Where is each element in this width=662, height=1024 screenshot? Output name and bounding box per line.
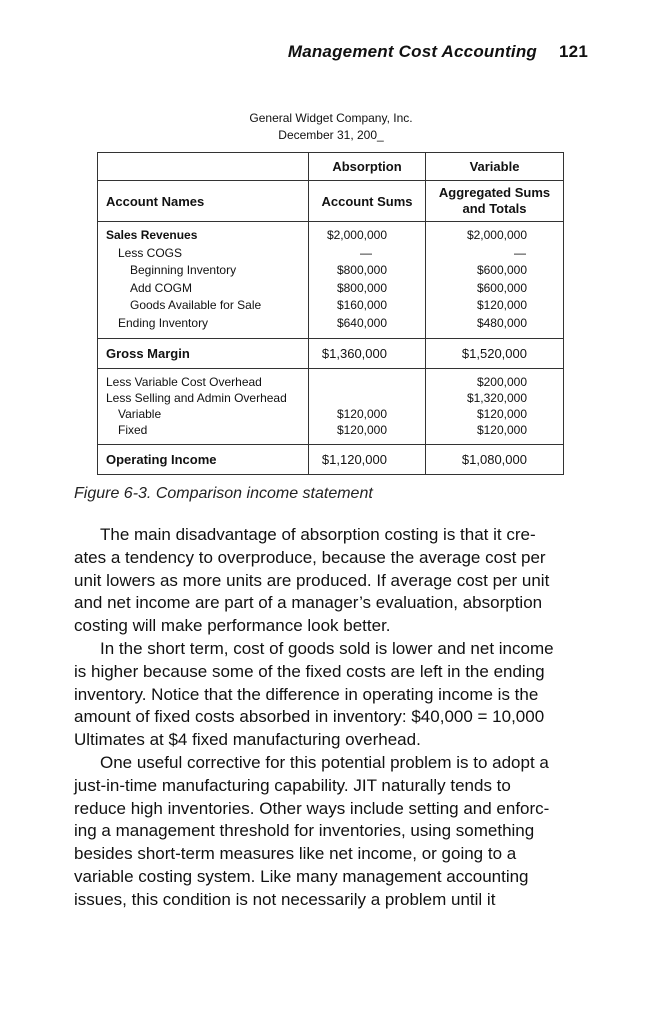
statement-heading [0, 110, 662, 144]
body-line: is higher because some of the fixed costs are left in the ending [74, 661, 545, 681]
table-cell-value: — [514, 245, 526, 260]
table-row-name: Variable [118, 407, 162, 421]
revenue-cogs-names [98, 222, 309, 339]
table-row-name: Fixed [118, 423, 148, 437]
body-line: inventory. Notice that the difference in operating income is the [74, 684, 539, 704]
table-cell-value: $120,000 [336, 407, 387, 421]
overhead-block [98, 369, 564, 445]
figure-caption: Figure 6-3. Comparison income statement [74, 485, 373, 502]
running-head [288, 42, 588, 62]
table-cell-value: $200,000 [476, 375, 527, 389]
table-column-header-row [98, 181, 564, 222]
body-line: amount of fixed costs absorbed in inventory: $40,000 = 10,000 [74, 707, 545, 727]
top-header-blank [98, 153, 309, 181]
table-cell-value: $600,000 [476, 280, 527, 295]
table-cell-value: $480,000 [476, 315, 527, 330]
body-line: variable costing system. Like many management accounting [74, 866, 529, 886]
table-cell-value: $1,320,000 [466, 391, 527, 405]
table-cell-value: — [360, 245, 372, 260]
table-cell-value: $800,000 [336, 280, 387, 295]
aggregated-sums-header-line-2: and Totals [462, 201, 527, 216]
gross-margin-variable: $1,520,000 [426, 339, 564, 369]
gross-margin-row [98, 339, 564, 369]
body-line: The main disadvantage of absorption costing is that it cre- [100, 525, 536, 544]
table-row-name: Less COGS [118, 245, 183, 260]
account-names-header: Account Names [98, 181, 309, 222]
body-line: reduce high inventories. Other ways include setting and enforc- [74, 798, 550, 818]
revenue-cogs-variable [426, 222, 564, 339]
table-row-name: Less Selling and Admin Overhead [106, 391, 287, 405]
overhead-names [98, 369, 309, 445]
running-head-title: Management Cost Accounting [287, 42, 538, 61]
aggregated-sums-header [426, 181, 564, 222]
table-row-name: Less Variable Cost Overhead [106, 375, 262, 389]
table-row-name: Ending Inventory [118, 315, 209, 330]
company-name: General Widget Company, Inc. [249, 111, 413, 125]
table-cell-value: $120,000 [476, 423, 527, 437]
body-line: ing a management threshold for inventories, using something [74, 821, 535, 841]
body-line: One useful corrective for this potential problem is to adopt a [100, 752, 549, 772]
overhead-absorption [309, 369, 426, 445]
table-cell-value: $800,000 [336, 263, 387, 277]
body-text [74, 524, 594, 912]
table-row-name: Add COGM [130, 280, 193, 295]
table-cell-value: $640,000 [336, 315, 387, 330]
table-cell-value [309, 390, 425, 406]
table-row-name: Sales Revenues [106, 228, 198, 242]
operating-income-absorption: $1,120,000 [309, 445, 426, 475]
body-line: Ultimates at $4 fixed manufacturing overhead. [74, 730, 421, 750]
body-line: unit lowers as more units are produced. If average cost per unit [74, 570, 550, 590]
statement-date: December 31, 200_ [278, 128, 384, 142]
body-line: just-in-time manufacturing capability. JIT naturally tends to [74, 775, 511, 795]
revenue-cogs-block [98, 222, 564, 339]
table-cell-value: $600,000 [476, 263, 527, 277]
page-number: 121 [559, 42, 588, 61]
table-cell-value: $120,000 [336, 423, 387, 437]
table-cell-value: $120,000 [476, 407, 527, 421]
body-line: costing will make performance look better. [74, 616, 391, 636]
account-sums-header: Account Sums [309, 181, 426, 222]
table-top-header-row [98, 153, 564, 181]
operating-income-variable: $1,080,000 [426, 445, 564, 475]
table-cell-value: $2,000,000 [326, 228, 387, 242]
income-statement-table [97, 152, 564, 475]
gross-margin-absorption: $1,360,000 [309, 339, 426, 369]
table-row-name: Goods Available for Sale [130, 298, 262, 312]
operating-income-label: Operating Income [98, 445, 309, 475]
overhead-variable [426, 369, 564, 445]
body-line: issues, this condition is not necessarily a problem until it [74, 889, 496, 909]
table-cell-value: $2,000,000 [466, 228, 527, 242]
revenue-cogs-absorption [309, 222, 426, 339]
table-cell-value: $160,000 [336, 298, 387, 312]
body-line: ates a tendency to overproduce, because the average cost per [74, 547, 546, 567]
aggregated-sums-header-line-1: Aggregated Sums [438, 185, 551, 200]
table-cell-value: $120,000 [476, 298, 527, 312]
body-line: In the short term, cost of goods sold is lower and net income [100, 638, 554, 658]
table-row-name: Beginning Inventory [130, 263, 237, 277]
body-line: besides short-term measures like net income, or going to a [74, 844, 517, 864]
absorption-header: Absorption [309, 153, 426, 181]
operating-income-row [98, 445, 564, 475]
table-cell-value [309, 374, 425, 390]
body-line: and net income are part of a manager’s evaluation, absorption [74, 593, 543, 613]
variable-header: Variable [426, 153, 564, 181]
gross-margin-label: Gross Margin [98, 339, 309, 369]
